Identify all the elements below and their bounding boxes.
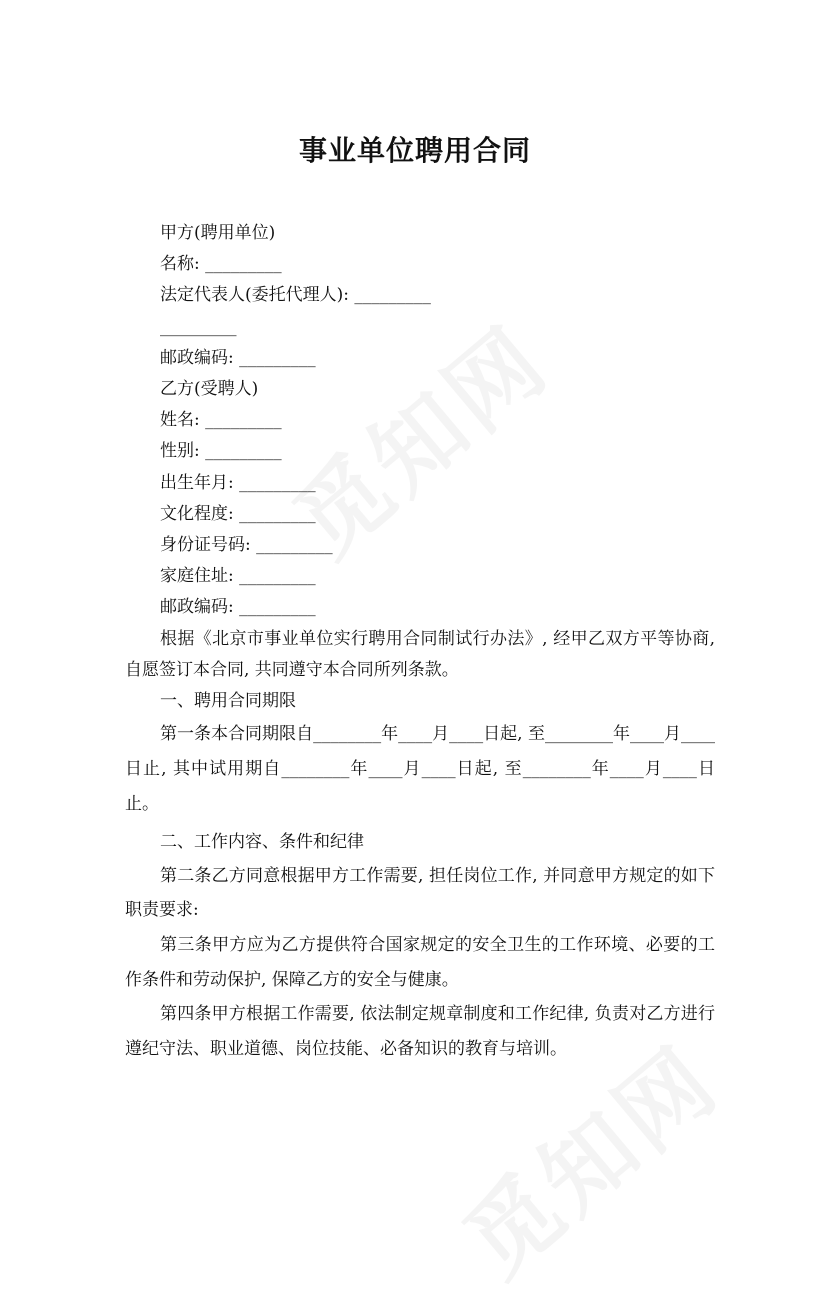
article-3-paragraph: 第三条甲方应为乙方提供符合国家规定的安全卫生的工作环境、必要的工作条件和劳动保护, 保障乙方的安全与健康。 xyxy=(125,934,715,990)
article-4-paragraph: 第四条甲方根据工作需要, 依法制定规章制度和工作纪律, 负责对乙方进行遵纪守法、职业道德、岗位技能、必备知识的教育与培训。 xyxy=(125,1004,715,1060)
party-a-legal-rep-continuation: _________ xyxy=(160,316,237,337)
party-a-postal-code-field: 邮政编码: _________ xyxy=(160,347,316,368)
party-b-education-field: 文化程度: _________ xyxy=(160,503,316,524)
preamble-paragraph: 根据《北京市事业单位实行聘用合同制试行办法》, 经甲乙双方平等协商, 自愿签订本合同, 共同遵守本合同所列条款。 xyxy=(125,628,715,680)
party-b-name-field: 姓名: _________ xyxy=(160,410,282,431)
section-heading: 一、聘用合同期限 xyxy=(160,691,296,712)
party-b-gender-field: 性别: _________ xyxy=(160,441,282,462)
article-2-paragraph: 第二条乙方同意根据甲方工作需要, 担任岗位工作, 并同意甲方规定的如下职责要求: xyxy=(125,865,715,921)
party-b-postal-code-field: 邮政编码: _________ xyxy=(160,597,316,618)
party-b-heading: 乙方(受聘人) xyxy=(160,379,259,400)
document-title: 事业单位聘用合同 xyxy=(298,133,531,167)
party-a-legal-rep-field: 法定代表人(委托代理人): _________ xyxy=(160,285,431,306)
party-a-name-field: 名称: _________ xyxy=(160,254,282,275)
party-a-heading: 甲方(聘用单位) xyxy=(160,223,276,243)
party-b-birth-field: 出生年月: _________ xyxy=(160,472,316,493)
section-heading: 二、工作内容、条件和纪律 xyxy=(160,832,364,853)
document-body xyxy=(125,218,715,1067)
party-b-id-number-field: 身份证号码: _________ xyxy=(160,535,333,556)
article-1-paragraph: 第一条本合同期限自________年____月____日起, 至________年____月____日止, 其中试用期自________年____月____日起, 至________年____月____日止。 xyxy=(125,724,715,814)
party-b-address-field: 家庭住址: _________ xyxy=(160,566,316,587)
